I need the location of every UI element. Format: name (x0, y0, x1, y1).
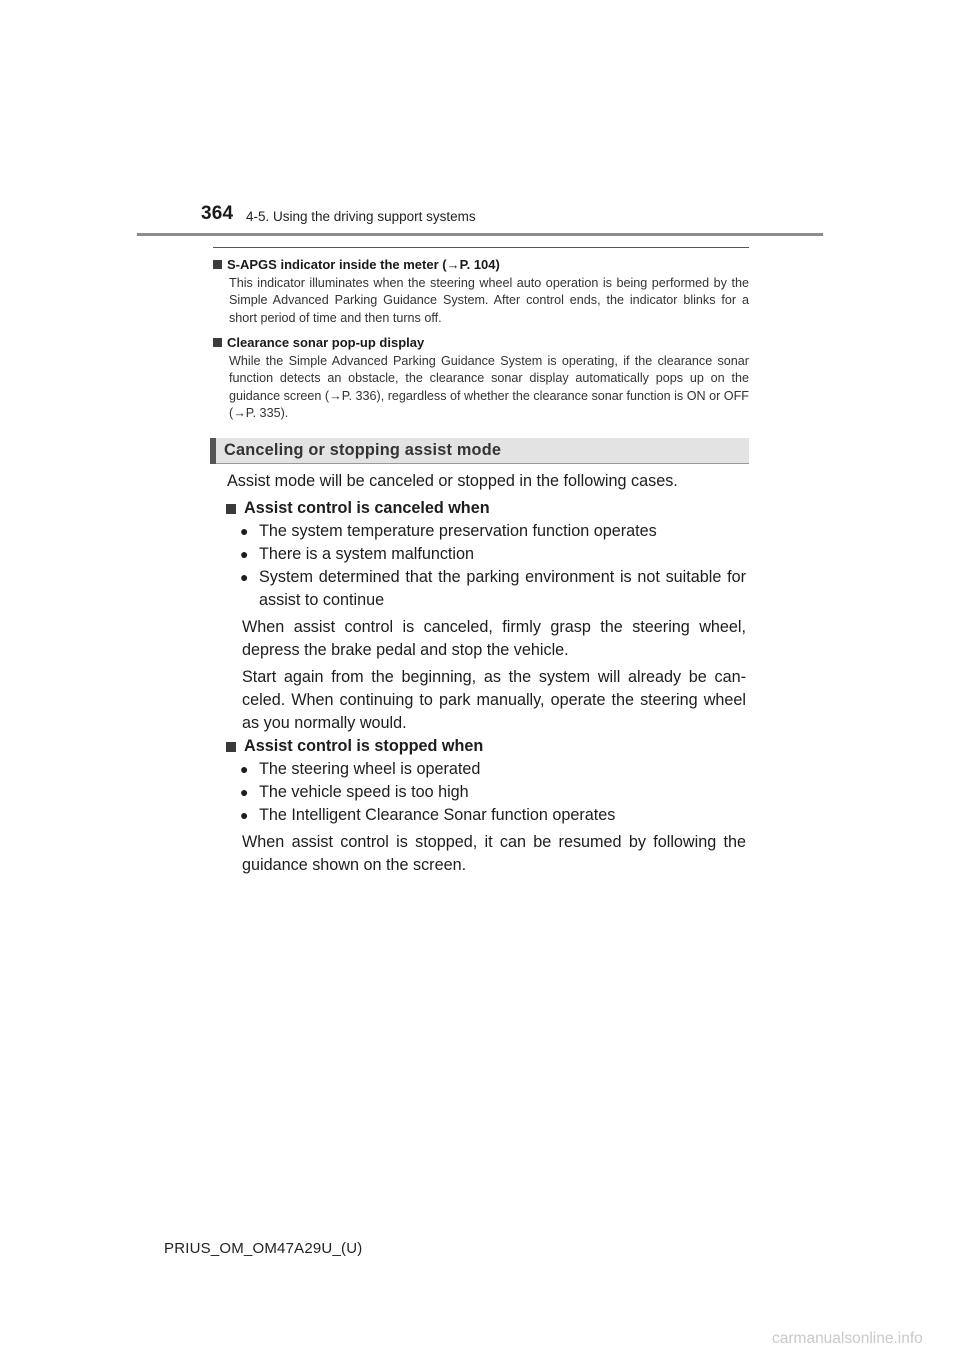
list-item: ● The Intelligent Clearance Sonar function operates (226, 804, 746, 827)
thin-rule (213, 247, 749, 248)
paragraph: When assist control is canceled, firmly grasp the steering wheel, depress the brake pedal and stop the vehicle. (242, 618, 746, 659)
bullet-dot-icon: ● (240, 569, 249, 585)
square-bullet-icon (226, 742, 236, 752)
group-heading: Assist control is stopped when (244, 737, 484, 755)
note-title: Clearance sonar pop-up display (227, 335, 425, 350)
paragraph: When assist control is stopped, it can be resumed by following the guidance shown on the screen. (242, 833, 746, 874)
list-item: ● The system temperature preservation function operates (226, 520, 746, 543)
watermark: carmanualsonline.info (772, 1330, 923, 1347)
band-accent (210, 438, 216, 464)
note-title: S-APGS indicator inside the meter (→P. 104) (227, 257, 500, 272)
section-title: 4-5. Using the driving support systems (246, 209, 476, 224)
condition-group (226, 735, 746, 877)
bullet-dot-icon: ● (240, 807, 249, 823)
intro-text: Assist mode will be canceled or stopped in the following cases. (227, 472, 678, 490)
group-heading: Assist control is canceled when (244, 499, 490, 517)
note-body: This indicator illuminates when the steering wheel auto operation is being performed by the Simple Advanced Parking Guidance System. After control ends, the indicator blinks for a short period of time and then turns off. (229, 276, 749, 325)
square-bullet-icon (226, 504, 236, 514)
square-bullet-icon (213, 338, 222, 347)
footer-code: PRIUS_OM_OM47A29U_(U) (164, 1240, 363, 1257)
note-block (213, 334, 749, 422)
list-item: ● System determined that the parking environment is not suitable for assist to continue (240, 568, 746, 609)
header-rule (137, 233, 823, 236)
note-body: While the Simple Advanced Parking Guidance System is operating, if the clearance sonar function detects an obstacle, the clearance sonar display automatically pops up on the guidance screen (→P. 336), regardless of whether the clearance sonar function is ON or OFF (→P. 335). (229, 354, 749, 420)
page-header (0, 0, 960, 240)
section-band-title: Canceling or stopping assist mode (224, 441, 502, 459)
list-item: ● The steering wheel is operated (226, 758, 746, 781)
note-block (213, 256, 749, 327)
square-bullet-icon (213, 260, 222, 269)
list-item: ● There is a system malfunction (226, 543, 746, 566)
paragraph: Start again from the beginning, as the system will already be can-celed. When continuing to park manually, operate the steering wheel as you normally would. (242, 668, 746, 732)
list-item: ● The vehicle speed is too high (226, 781, 746, 804)
section-band (210, 438, 749, 464)
bullet-dot-icon: ● (240, 761, 249, 777)
bullet-dot-icon: ● (240, 784, 249, 800)
bullet-dot-icon: ● (240, 523, 249, 539)
condition-group (226, 497, 746, 735)
bullet-dot-icon: ● (240, 546, 249, 562)
page-number: 364 (201, 203, 234, 224)
